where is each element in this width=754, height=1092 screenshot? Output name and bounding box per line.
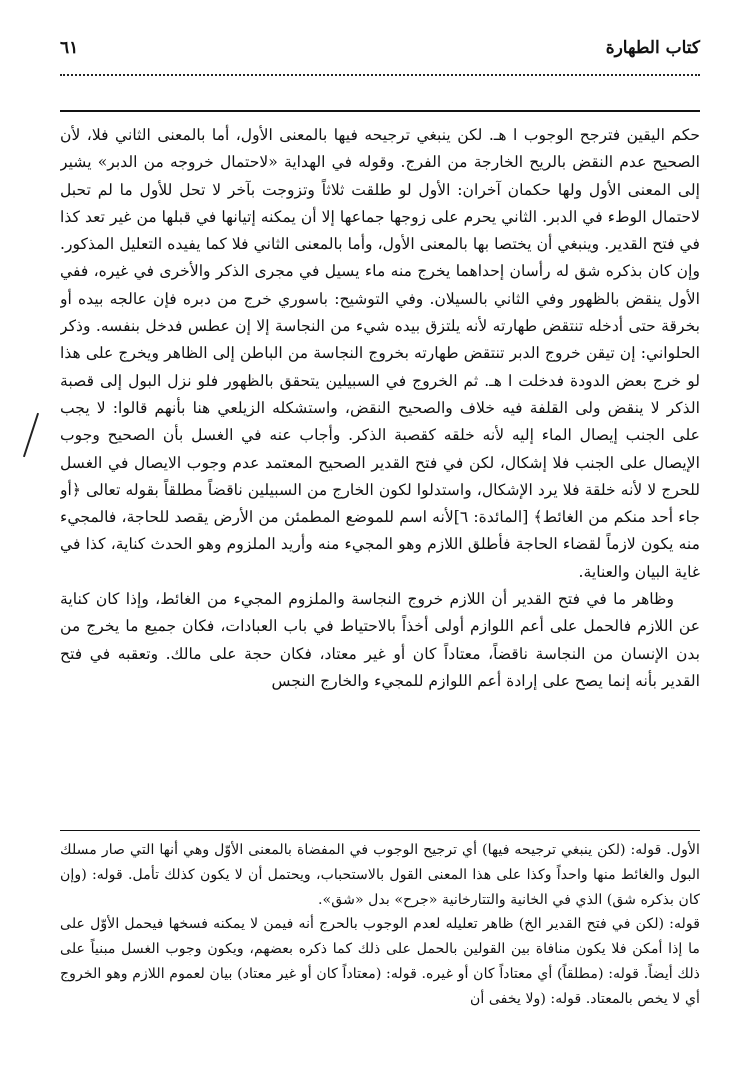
main-text <box>60 122 700 802</box>
page-number: ٦١ <box>60 38 79 58</box>
footnote-paragraph-2: قوله: (لكن في فتح القدير الخ) ظاهر تعليله لعدم الوجوب بالحرج أنه فيمن لا يمكنه فسخها فيحمل الأوّل على ما إذا أمكن فلا يكون منافاة بين القولين بالحمل على ذلك كما ذكره بعضهم، ويكون وجوب الغسل مبنياً على ذلك أيضاً. قوله: (مطلقاً) أي معتاداً كان أو غيره. قوله: (معتاداً كان أو غير معتاد) بيان لعموم اللازم وهو الخروج أي لا يخص بالمعتاد. قوله: (ولا يخفى أن <box>60 916 700 1007</box>
footnote-paragraph-1: الأول. قوله: (لكن ينبغي ترجيحه فيها) أي ترجيح الوجوب في المفضاة بالمعنى الأوّل وهي أنها التي صار مسلك البول والغائط منها واحداً وكذا على هذا المعنى القول بالاستحباب، ويحتمل أن لا يكون كذلك تأمل. قوله: (وإن كان بذكره شق) الذي في الخانية والتتارخانية «جرح» بدل «شق». <box>60 842 700 908</box>
running-header <box>60 30 700 66</box>
header-rule <box>60 110 700 112</box>
footnote-rule <box>60 830 700 831</box>
dotted-divider <box>60 74 700 76</box>
main-paragraph-2: وظاهر ما في فتح القدير أن اللازم خروج النجاسة والملزوم المجيء من الغائط، وإذا كان كناية عن اللازم فالحمل على أعم اللوازم أولى أخذاً بالاحتياط في باب العبادات، فكان جميع ما يخرج من بدن الإنسان من النجاسة ناقضاً، معتاداً كان أو غير معتاد، فكان حجة على مالك. وتعقبه في فتح القدير بأنه إنما يصح على إرادة أعم اللوازم للمجيء والخارج النجس <box>60 590 700 690</box>
chapter-title: كتاب الطهارة <box>605 38 700 58</box>
page <box>60 30 700 1070</box>
footnotes <box>60 838 700 1066</box>
margin-pen-mark <box>23 413 39 457</box>
main-paragraph-1: حكم اليقين فترجح الوجوب ا هـ. لكن ينبغي ترجيحه فيها بالمعنى الأول، أما بالمعنى الثاني فلا، لأن الصحيح عدم النقض بالريح الخارجة من الفرج. وقوله في الهداية «لاحتمال خروجه من الدبر» يشير إلى المعنى الأول ولها حكمان آخران: الأول لو طلقت ثلاثاً وتزوجت بآخر لا تحل للأول ما لم تحبل لاحتمال الوطء في الدبر. الثاني يحرم على زوجها جماعها إلا أن يمكنه إتيانها في قبلها من غير تعد كذا في فتح القدير. وينبغي أن يختصا بها بالمعنى الأول، وأما بالمعنى الثاني فلا كما يفيده التعليل المذكور. وإن كان بذكره شق له رأسان إحداهما يخرج منه ماء يسيل في مجرى الذكر والأخرى في غيره، ففي الأول ينقض بالظهور وفي الثاني بالسيلان. وفي التوشيح: باسوري خرج من دبره فإن عالجه بيده أو بخرقة حتى أدخله تنتقض طهارته لأنه يلتزق بيده شيء من النجاسة إلا إن عطس فدخل بنفسه. وذكر الحلواني: إن تيقن خروج الدبر تنتقض طهارته بخروج النجاسة من الباطن إلى الظاهر ويخرج على هذا لو خرج بعض الدودة فدخلت ا هـ. ثم الخروج في السبيلين يتحقق بالظهور فلو نزل البول إلى قصبة الذكر لا ينقض ولى القلفة فيه خلاف والصحيح النقض، واستشكله الزيلعي هنا بأنهم قالوا: لا يجب على الجنب إيصال الماء إليه لأنه خلقه كقصبة الذكر. وأجاب عنه في الغسل بأن الصحيح وجوب الإيصال على الجنب فلا إشكال، لكن في فتح القدير الصحيح المعتمد عدم وجوب الايصال في الغسل للحرج لا لأنه خلقة فلا يرد الإشكال، واستدلوا لكون الخارج من السبيلين ناقضاً مطلقاً بقوله تعالى ﴿أو جاء أحد منكم من الغائط﴾ [المائدة: ٦]لأنه اسم للموضع المطمئن من الأرض يقصد للحاجة، فالمجيء منه يكون لازماً لقضاء الحاجة فأطلق اللازم وهو المجيء منه وأريد الملزوم وهو الحدث كناية، كذا في غاية البيان والعناية. <box>60 126 700 581</box>
